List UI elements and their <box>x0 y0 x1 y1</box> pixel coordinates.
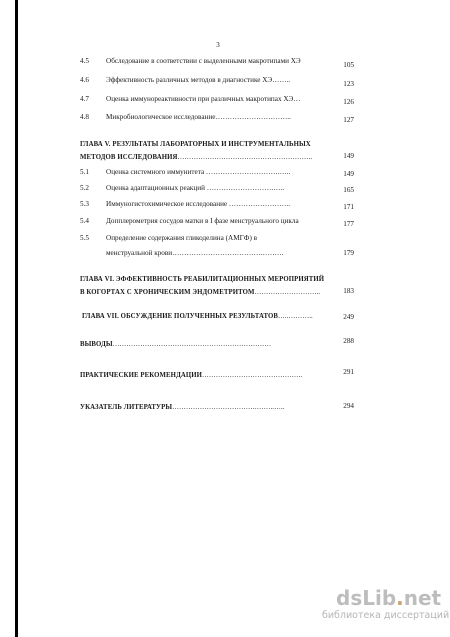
toc-entry-title: Оценка системного иммунитета ………………………….….. <box>106 168 291 176</box>
toc-entry-number: 5.5 <box>80 234 89 242</box>
chapter-heading <box>82 313 313 320</box>
conclusions-page: 288 <box>343 337 354 345</box>
toc-entry-number: 5.3 <box>80 200 89 208</box>
site-logo <box>336 587 448 609</box>
page-left-border <box>15 0 18 637</box>
logo-tld: net <box>403 586 442 610</box>
toc-entry-title: Оценка адаптационных реакций ……………………….….. <box>106 184 285 192</box>
logo-main: dsLib <box>336 586 397 610</box>
toc-entry-page: 177 <box>343 220 354 228</box>
recommendations-heading <box>80 372 302 379</box>
toc-entry-page: 165 <box>343 186 354 194</box>
toc-entry-number: 4.7 <box>80 95 89 103</box>
literature-title: УКАЗАТЕЛЬ ЛИТЕРАТУРЫ <box>80 404 173 411</box>
chapter-heading: ГЛАВА V. РЕЗУЛЬТАТЫ ЛАБОРАТОРНЫХ И ИНСТРУМЕНТАЛЬНЫХ <box>80 141 311 148</box>
toc-entry-number: 5.4 <box>80 217 89 225</box>
toc-entry-page: 126 <box>343 98 354 106</box>
chapter-title: В КОГОРТАХ С ХРОНИЧЕСКИМ ЭНДОМЕТРИТОМ <box>80 289 255 296</box>
toc-entry-title: Иммуногистохимическое исследование …………………….. <box>106 200 290 208</box>
toc-entry-title: Обследование в соответствии с выделенными макротипами ХЭ <box>106 57 301 65</box>
toc-entry-title: Допплерометрия сосудов матки в I фазе менструального цикла <box>106 217 299 225</box>
chapter-heading-cont <box>80 154 312 161</box>
recommendations-title: ПРАКТИЧЕСКИЕ РЕКОМЕНДАЦИИ <box>80 372 203 379</box>
leader-dots: ……………………………….……..….. <box>172 404 285 411</box>
toc-entry-title: Оценка иммунореактивности при различных макротипах ХЭ… <box>106 95 301 103</box>
toc-entry-page: 105 <box>343 61 354 69</box>
toc-entry-number: 5.1 <box>80 168 89 176</box>
toc-entry-page: 179 <box>343 249 354 257</box>
conclusions-heading <box>80 341 271 348</box>
literature-page: 294 <box>343 402 354 410</box>
leader-dots: ……………………….. <box>254 289 321 296</box>
toc-entry-number: 5.2 <box>80 184 89 192</box>
chapter-heading: ГЛАВА VI. ЭФФЕКТИВНОСТЬ РЕАБИЛИТАЦИОННЫХ МЕРОПРИЯТИЙ <box>80 276 325 283</box>
conclusions-title: ВЫВОДЫ <box>80 341 113 348</box>
toc-entry-title: Определение содержания гликоделина (АМГФ) в <box>106 234 258 242</box>
leader-dots: …..……….. <box>278 313 313 320</box>
leader-dots: ………………………………………………….. <box>177 154 313 161</box>
toc-entry-number: 4.8 <box>80 113 89 121</box>
chapter-heading-cont <box>80 289 320 296</box>
toc-entry-page: 127 <box>343 116 354 124</box>
chapter-page: 183 <box>343 287 354 295</box>
leader-dots: …………………………………………………………… <box>112 341 272 348</box>
chapter-title: ГЛАВА VII. ОБСУЖДЕНИЕ ПОЛУЧЕННЫХ РЕЗУЛЬТАТОВ <box>82 313 279 320</box>
toc-entry-title: менструальной крови……………………………….………. <box>106 249 284 257</box>
toc-entry-title: Эффективность различных методов в диагностике ХЭ…….. <box>106 76 291 84</box>
leader-dots: …………………………………….. <box>202 372 303 379</box>
toc-entry-number: 4.5 <box>80 57 89 65</box>
toc-entry-title: Микробиологическое исследование………………………….. <box>106 113 291 121</box>
site-subtitle: библиотека диссертаций <box>322 610 450 621</box>
toc-entry-number: 4.6 <box>80 76 89 84</box>
toc-entry-page: 171 <box>343 203 354 211</box>
literature-heading <box>80 404 285 411</box>
chapter-page: 149 <box>343 152 354 160</box>
chapter-page: 249 <box>343 313 354 321</box>
recommendations-page: 291 <box>343 368 354 376</box>
logo-dot: . <box>396 586 404 610</box>
page-number: 3 <box>216 41 220 49</box>
toc-entry-page: 123 <box>343 80 354 88</box>
toc-entry-page: 149 <box>343 170 354 178</box>
chapter-title: МЕТОДОВ ИССЛЕДОВАНИЯ <box>80 154 178 161</box>
